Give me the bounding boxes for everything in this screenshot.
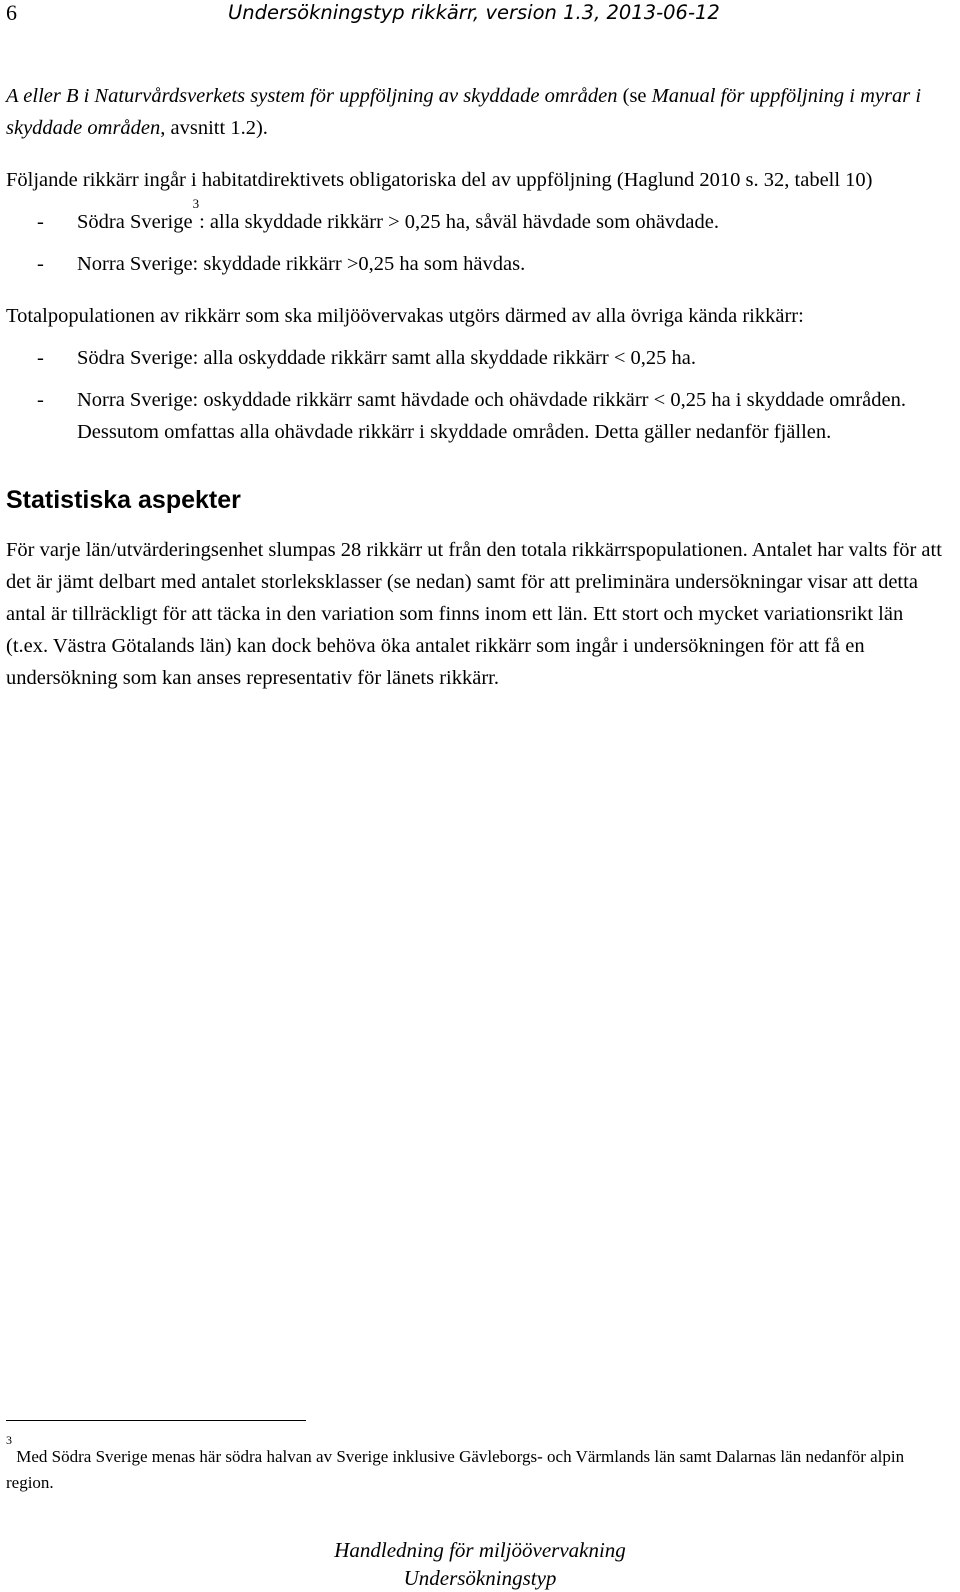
- intro-paragraph: [6, 80, 946, 144]
- intro-end: , avsnitt 1.2).: [160, 117, 268, 139]
- page-number: 6: [6, 0, 17, 25]
- footnote-text: Med Södra Sverige menas här södra halvan av Sverige inklusive Gävleborgs- och Värmlands län samt Dalarnas län nedanför alpin region.: [6, 1447, 905, 1492]
- list-item-text-rest: : alla skyddade rikkärr > 0,25 ha, såväl hävdade som ohävdade.: [199, 211, 719, 233]
- list-dash: -: [37, 389, 44, 411]
- intro-italic: A eller B i Naturvårdsverkets system för uppföljning av skyddade områden: [6, 85, 618, 107]
- habitat-paragraph: Följande rikkärr ingår i habitatdirektivets obligatoriska del av uppföljning (Haglund 2010 s. 32, tabell 10): [6, 169, 873, 191]
- list-item-text: Norra Sverige: skyddade rikkärr >0,25 ha som hävdas.: [77, 253, 526, 275]
- section-heading: Statistiska aspekter: [6, 486, 241, 514]
- manual-reference: Manual för uppföljning i myrar i skyddade områden: [6, 85, 922, 139]
- page-content: [6, 80, 946, 694]
- footnote: [6, 1433, 950, 1496]
- list-item-text: Södra Sverige: [77, 211, 193, 233]
- list-item: [6, 384, 946, 448]
- list-item-text: Södra Sverige: alla oskyddade rikkärr samt alla skyddade rikkärr < 0,25 ha.: [77, 347, 696, 369]
- header-title: Undersökningstyp rikkärr, version 1.3, 2013-06-12: [228, 1, 720, 24]
- list-item: [6, 342, 946, 374]
- list-item: [6, 248, 946, 280]
- list-dash: -: [37, 347, 44, 369]
- habitat-list: [6, 196, 946, 280]
- list-item-text: Norra Sverige: oskyddade rikkärr samt hävdade och ohävdade rikkärr < 0,25 ha i skyddade områden. Dessutom omfattas alla ohävdade rikkärr i skyddade områden. Detta gäller nedanför fjällen.: [77, 389, 907, 443]
- list-item: [6, 196, 946, 238]
- footer-line-2: Undersökningstyp: [403, 1566, 557, 1590]
- intro-mid: (se: [617, 85, 652, 107]
- footnote-divider: [6, 1420, 306, 1421]
- population-paragraph: Totalpopulationen av rikkärr som ska miljöövervakas utgörs därmed av alla övriga kända rikkärr:: [6, 305, 804, 327]
- footnote-marker: 3: [6, 1433, 12, 1447]
- section-body: För varje län/utvärderingsenhet slumpas 28 rikkärr ut från den totala rikkärrspopulationen. Antalet har valts för att det är jämt delbart med antalet storleksklasser (se nedan) samt för att preliminära undersökningar visar att detta antal är tillräckligt för att täcka in den variation som finns inom ett län. Ett stort och mycket variationsrikt län (t.ex. Västra Götalands län) kan dock behöva öka antalet rikkärr som ingår i undersökningen för att få en undersökning som kan anses representativ för länets rikkärr.: [6, 539, 942, 689]
- page-header: [6, 0, 950, 30]
- footnote-ref: 3: [192, 196, 200, 211]
- population-list: [6, 342, 946, 448]
- list-dash: -: [37, 211, 44, 233]
- list-dash: -: [37, 253, 44, 275]
- footer-line-1: Handledning för miljöövervakning: [334, 1538, 626, 1562]
